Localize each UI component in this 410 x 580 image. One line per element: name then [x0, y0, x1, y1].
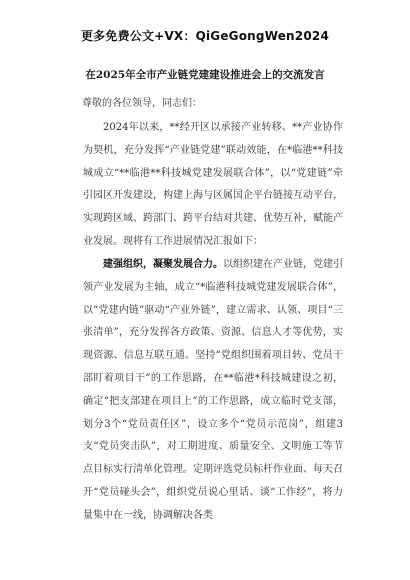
watermark-header: 更多免费公文+VX：QiGeGongWen2024 — [80, 29, 329, 43]
body-paragraph — [83, 117, 343, 254]
paragraph-text: 2024年以来，**经开区以承接产业转移、**产业协作为契机，充分发挥“产业链党建”联动效能，在*临港**科技城成立“**临港**科技城党建发展联合体”，以“党建链”牵引园区开发建设，构建上海与区属国企平台链接互动平台，实现跨区域、跨部门、跨平台结对共建、优势互补，赋能产业发展。现将有工作进展情况汇报如下： — [83, 122, 343, 247]
document-title: 在2025年全市产业链党建建设推进会上的交流发言 — [85, 69, 325, 81]
paragraph-text: 以组织建在产业链，党建引领产业发展为主轴，成立“*临港科技城党建发展联合体”，以“党建内链”驱动“产业外链”，建立需求、认领、项目“三张清单”，充分发挥各方政策、资源、信息人才等优势，实现资源、信息互联互通。坚持“党组织围着项目转、党员干部盯着项目干”的工作思路，在**临港*科技城建设之初，确定“把支部建在项目上”的工作思路，成立临时党支部，划分3个“党员责任区”，设立多个“党员示范岗”，组建3支“党员突击队”，对工期进度、质量安全、文明施工等节点目标实行清单化管理。定期评选党员标杆作业面、每天召开“党员碰头会”，组织党员说心里话、谈“工作经”，将力量集中在一线，协调解决各类 — [83, 259, 343, 521]
body-paragraph — [83, 254, 343, 528]
paragraph-heading: 建强组织，凝聚发展合力。 — [103, 259, 223, 270]
salutation: 尊敬的各位领导，同志们： — [82, 98, 202, 109]
